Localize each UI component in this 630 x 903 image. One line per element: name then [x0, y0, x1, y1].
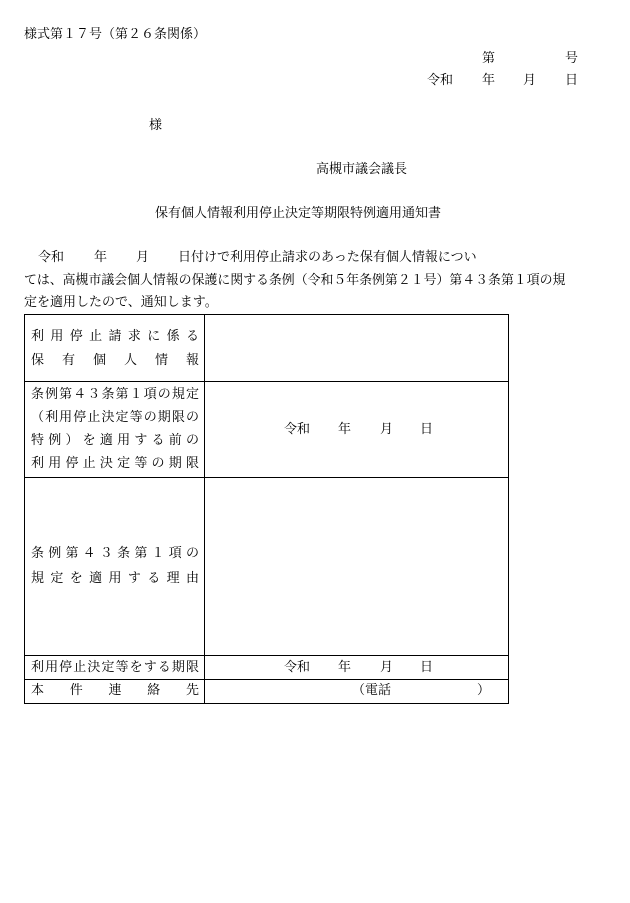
row2-label-line4: 利用停止決定等の期限 — [31, 456, 199, 471]
info-value-cell — [205, 315, 508, 381]
row2-label-line1: 条例第４３条第１項の規定 — [31, 387, 199, 402]
body-line2: ては、高槻市議会個人情報の保護に関する条例（令和５年条例第２１号）第４３条第１項の規 — [24, 273, 566, 288]
row2-era: 令和 — [284, 422, 311, 437]
table-row-reason — [25, 478, 508, 656]
doc-number-go: 号 — [565, 51, 579, 66]
phone-open: （電話 — [352, 683, 392, 698]
date-month: 月 — [523, 73, 537, 88]
original-deadline-value-cell — [205, 382, 508, 477]
table-row-contact — [25, 680, 508, 703]
row4-era: 令和 — [284, 660, 311, 675]
body-line3: 定を適用したので、通知します。 — [24, 295, 218, 310]
decision-deadline-value-cell — [205, 656, 508, 679]
date-day: 日 — [565, 73, 579, 88]
table-row-decision-deadline — [25, 656, 508, 680]
label-cell — [25, 382, 205, 477]
date-era: 令和 — [427, 73, 454, 88]
contact-value-cell — [205, 680, 508, 703]
document-title: 保有個人情報利用停止決定等期限特例適用通知書 — [155, 206, 442, 221]
row2-label-line3: 特例）を適用する前の — [31, 433, 199, 448]
table-row-original-deadline — [25, 382, 508, 478]
row2-label-line2: （利用停止決定等の期限の — [31, 410, 199, 425]
row3-label-line1: 条例第４３条第１項の — [31, 546, 199, 561]
phone-close: ） — [477, 683, 491, 698]
row4-year: 年 — [338, 660, 352, 675]
form-number: 様式第１７号（第２６条関係） — [24, 27, 207, 42]
label-cell — [25, 680, 205, 703]
body-era: 令和 — [38, 250, 65, 265]
doc-number-dai: 第 — [482, 51, 496, 66]
info-table — [24, 314, 509, 704]
row1-label-line1: 利用停止請求に係る — [31, 329, 199, 344]
body-year: 年 — [94, 250, 108, 265]
row2-year: 年 — [338, 422, 352, 437]
row2-month: 月 — [380, 422, 394, 437]
label-cell — [25, 315, 205, 381]
row3-label-line2: 規定を適用する理由 — [31, 571, 199, 586]
row2-day: 日 — [420, 422, 434, 437]
label-cell — [25, 656, 205, 679]
table-row-info — [25, 315, 508, 382]
row4-day: 日 — [420, 660, 434, 675]
sender: 高槻市議会議長 — [316, 162, 408, 177]
date-year: 年 — [482, 73, 496, 88]
label-cell — [25, 478, 205, 655]
body-line1: 日付けで利用停止請求のあった保有個人情報につい — [178, 250, 477, 265]
body-month: 月 — [136, 250, 150, 265]
reason-value-cell — [205, 478, 508, 655]
row4-month: 月 — [380, 660, 394, 675]
row4-label: 利用停止決定等をする期限 — [31, 660, 199, 675]
row5-label: 本件連絡先 — [31, 683, 199, 698]
addressee-suffix: 様 — [149, 118, 163, 133]
row1-label-line2: 保有個人情報 — [31, 353, 199, 368]
